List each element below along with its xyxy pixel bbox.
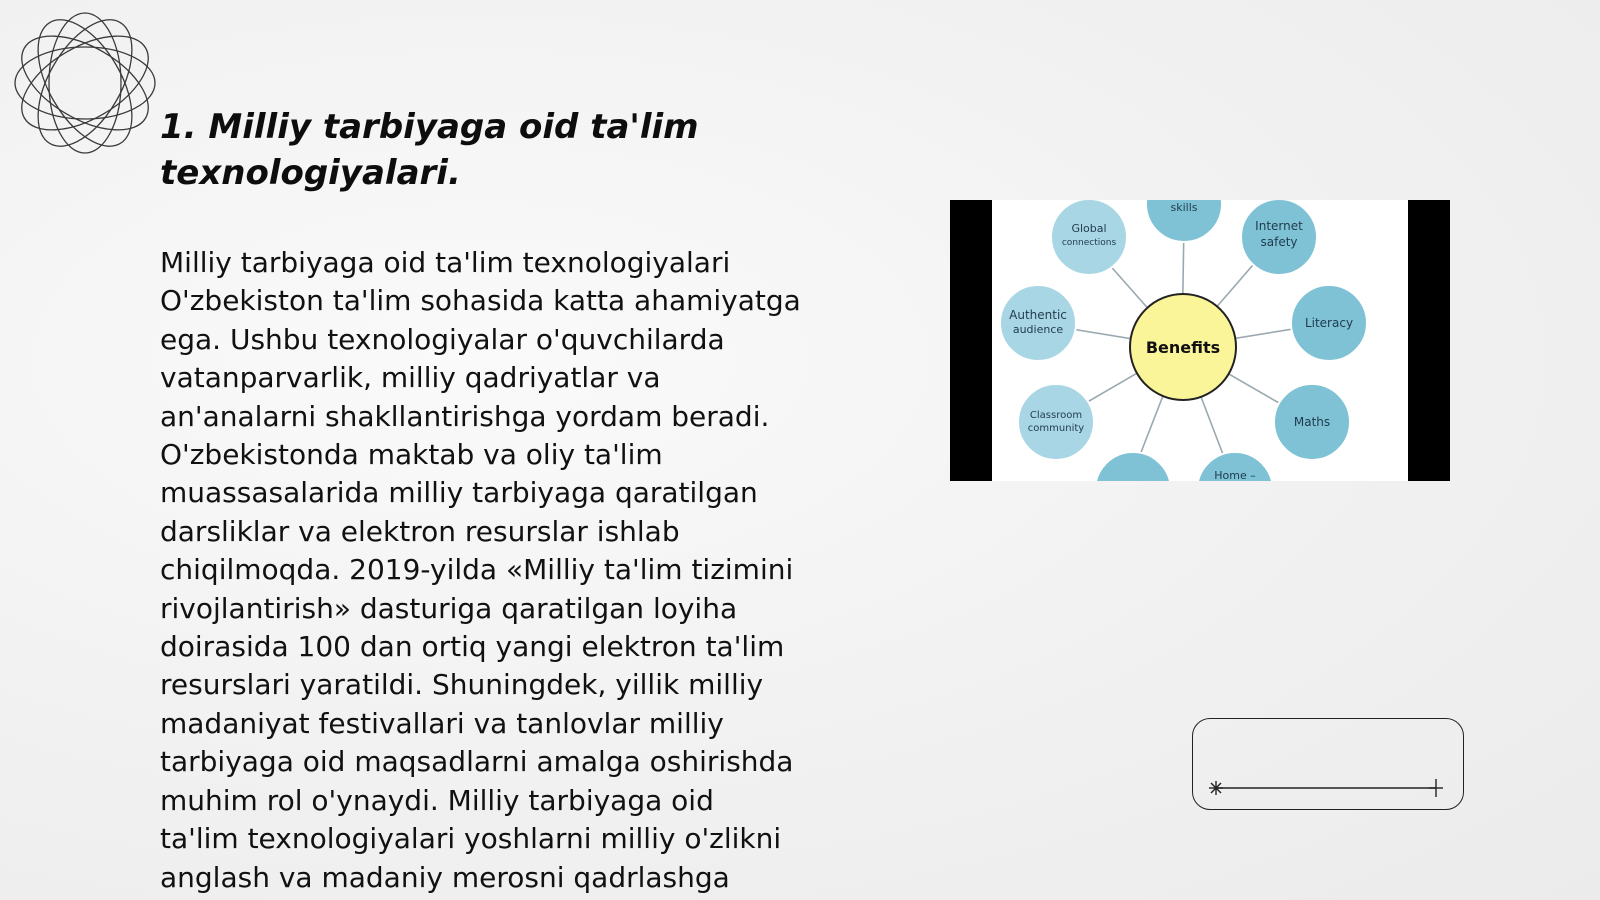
body-line: ta'lim texnologiyalari yoshlarni milliy o'zlikni [160, 822, 782, 856]
body-line: rivojlantirish» dasturiga qaratilgan loyiha [160, 591, 738, 625]
node-bottom-left [1095, 452, 1171, 481]
title-line: texnologiyalari. [160, 153, 461, 193]
body-line: muassasalarida milliy tarbiyaga qaratilgan [160, 476, 758, 510]
body-line: ega. Ushbu texnologiyalar o'quvchilarda [160, 322, 725, 356]
node-label: Internet [1255, 219, 1303, 233]
slide-title [160, 104, 860, 196]
body-line: darsliklar va elektron resurslar ishlab [160, 514, 680, 548]
decorative-line [1192, 778, 1464, 798]
body-line: resurslari yaratildi. Shuningdek, yillik milliy [160, 668, 764, 702]
node-label: Maths [1293, 415, 1331, 429]
body-line: chiqilmoqda. 2019-yilda «Milliy ta'lim tizimini [160, 553, 794, 587]
body-line: muhim rol o'ynaydi. Milliy tarbiyaga oid [160, 783, 714, 817]
center-label: Benefits [1145, 338, 1221, 357]
benefits-mindmap [992, 200, 1408, 481]
node-label: Classroom [1029, 410, 1083, 421]
node-label: safety [1260, 235, 1298, 249]
body-line: O'zbekiston ta'lim sohasida katta ahamiyatga [160, 284, 801, 318]
node-label: Literacy [1304, 316, 1354, 330]
benefits-diagram [992, 200, 1408, 481]
title-line: 1. Milliy tarbiyaga oid ta'lim [160, 107, 699, 147]
body-paragraph [160, 244, 860, 897]
plus-star-icon [1429, 779, 1443, 797]
body-line: anglash va madaniy merosni qadrlashga [160, 860, 730, 894]
orbit-rings-icon [10, 8, 160, 158]
body-line: madaniyat festivallari va tanlovlar milliy [160, 706, 724, 740]
node-label: audience [1012, 323, 1064, 336]
node-label: Authentic [1009, 308, 1067, 322]
body-line: vatanparvarlik, milliy qadriyatlar va [160, 361, 661, 395]
node-label: Global [1071, 222, 1107, 235]
body-line: O'zbekistonda maktab va oliy ta'lim [160, 438, 663, 472]
body-line: Milliy tarbiyaga oid ta'lim texnologiyalari [160, 246, 731, 279]
node-label: community [1027, 423, 1085, 434]
body-line: an'analarni shakllantirishga yordam beradi. [160, 399, 770, 433]
node-label: connections [1061, 238, 1117, 248]
sparkle-icon [1209, 781, 1223, 795]
body-line: tarbiyaga oid maqsadlarni amalga oshirishda [160, 745, 794, 779]
node-label: Home – [1214, 469, 1256, 481]
node-label: skills [1170, 201, 1198, 214]
node-classroom-community [1018, 384, 1094, 460]
benefits-diagram-image [950, 200, 1450, 481]
body-line: doirasida 100 dan ortiq yangi elektron ta'lim [160, 630, 785, 664]
